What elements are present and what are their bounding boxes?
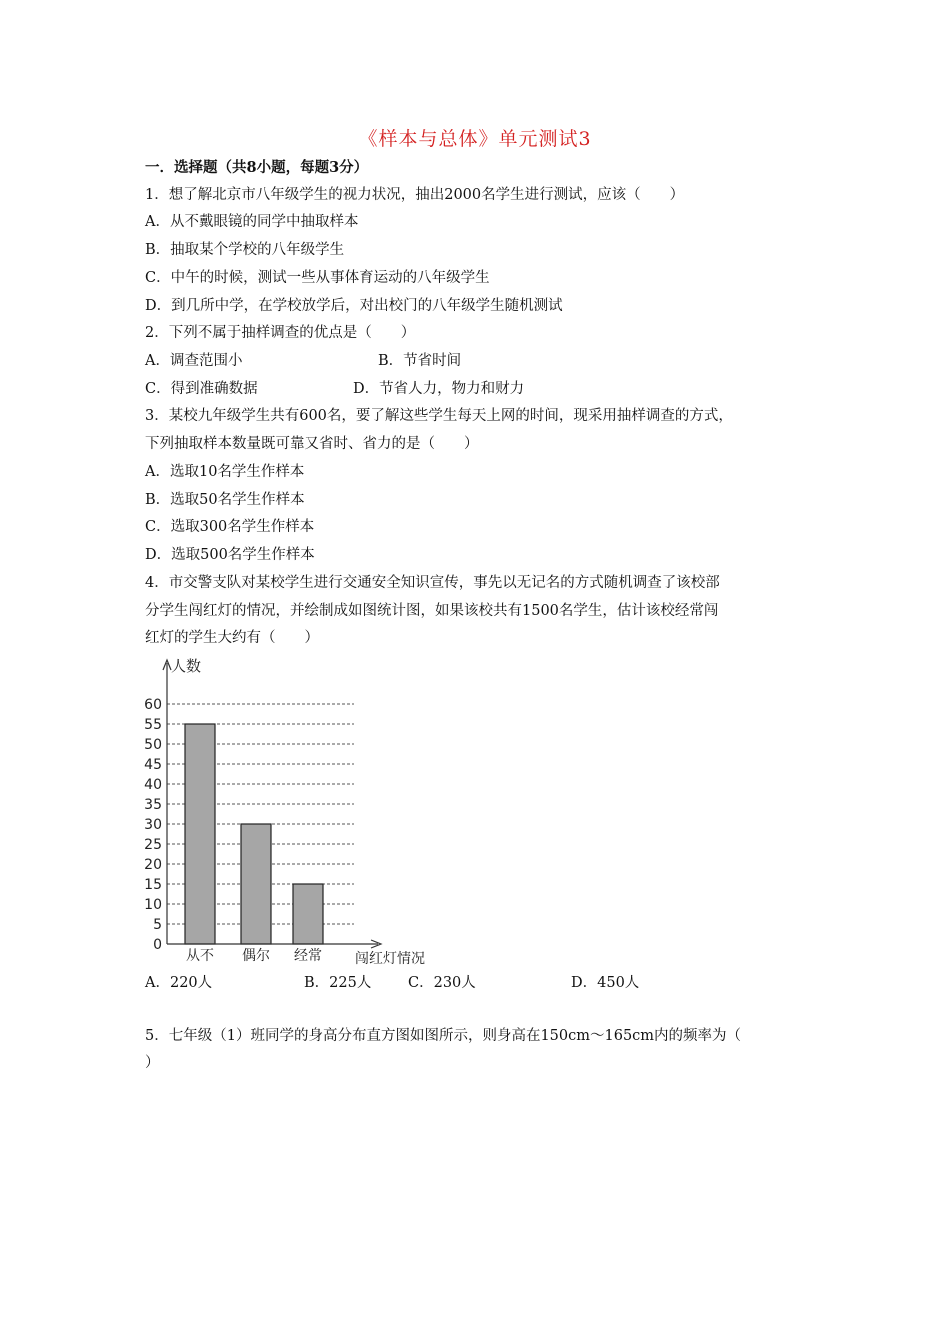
- y-tick-label: 5: [153, 917, 162, 933]
- q4-option-d: D．450人: [571, 975, 640, 991]
- bar-2: [241, 824, 271, 944]
- x-axis-label: 闯红灯情况: [355, 951, 425, 967]
- q2-stem: 2．下列不属于抽样调查的优点是（ ）: [145, 325, 416, 341]
- q1-option-c: C．中午的时候，测试一些从事体育运动的八年级学生: [145, 270, 490, 286]
- q3-option-b: B．选取50名学生作样本: [145, 492, 305, 508]
- y-tick-label: 10: [144, 897, 162, 913]
- y-axis-label: 人数: [171, 657, 202, 675]
- y-tick-label: 40: [144, 777, 162, 793]
- y-tick-label: 60: [144, 697, 162, 713]
- section-heading: 一．选择题（共8小题，每题3分）: [145, 159, 369, 176]
- chart-bars: [185, 724, 323, 944]
- y-tick-label: 30: [144, 817, 162, 833]
- q4-option-c: C．230人: [408, 975, 476, 991]
- y-tick-label: 15: [144, 877, 162, 893]
- q1-stem: 1．想了解北京市八年级学生的视力状况，抽出2000名学生进行测试，应该（ ）: [145, 187, 685, 203]
- y-tick-label: 20: [144, 857, 162, 873]
- page-title: 《样本与总体》单元测试3: [358, 128, 592, 150]
- y-tick-label: 55: [144, 717, 162, 733]
- q4-stem-line2: 分学生闯红灯的情况，并绘制成如图统计图，如果该校共有1500名学生，估计该校经常闯: [145, 603, 719, 619]
- q4-option-b: B．225人: [304, 975, 372, 991]
- q3-option-c: C．选取300名学生作样本: [145, 519, 315, 535]
- chart-category-labels: [186, 947, 322, 964]
- y-tick-label: 45: [144, 757, 162, 773]
- q3-option-a: A．选取10名学生作样本: [145, 464, 305, 480]
- q3-stem-line2: 下列抽取样本数量既可靠又省时、省力的是（ ）: [145, 436, 479, 452]
- bar-3: [293, 884, 323, 944]
- y-tick-label: 50: [144, 737, 162, 753]
- category-label: 偶尔: [242, 948, 270, 964]
- q5-stem-line2: ）: [145, 1055, 160, 1071]
- q2-option-c: C．得到准确数据: [145, 381, 258, 397]
- y-tick-label: 25: [144, 837, 162, 853]
- q1-option-d: D．到几所中学，在学校放学后，对出校门的八年级学生随机测试: [145, 298, 563, 314]
- bar-1: [185, 724, 215, 944]
- q4-stem-line3: 红灯的学生大约有（ ）: [145, 630, 319, 646]
- q4-option-a: A．220人: [145, 975, 213, 991]
- q3-stem-line1: 3．某校九年级学生共有600名，要了解这些学生每天上网的时间，现采用抽样调查的方式，: [145, 408, 733, 424]
- category-label: 从不: [186, 948, 214, 964]
- category-label: 经常: [294, 948, 322, 964]
- y-tick-label: 35: [144, 797, 162, 813]
- y-tick-label: 0: [153, 937, 162, 953]
- q2-option-a: A．调查范围小: [145, 353, 243, 369]
- chart-y-ticks: [144, 697, 162, 953]
- q5-stem-line1: 5．七年级（1）班同学的身高分布直方图如图所示，则身高在150cm～165cm内的频率为（: [145, 1028, 742, 1044]
- q1-option-a: A．从不戴眼镜的同学中抽取样本: [145, 214, 359, 230]
- q2-option-d: D．节省人力，物力和财力: [353, 381, 525, 397]
- q3-option-d: D．选取500名学生作样本: [145, 547, 315, 563]
- q4-stem-line1: 4．市交警支队对某校学生进行交通安全知识宣传，事先以无记名的方式随机调查了该校部: [145, 575, 720, 591]
- bar-chart: [138, 655, 458, 970]
- q2-option-b: B．节省时间: [378, 353, 462, 369]
- q1-option-b: B．抽取某个学校的八年级学生: [145, 242, 345, 258]
